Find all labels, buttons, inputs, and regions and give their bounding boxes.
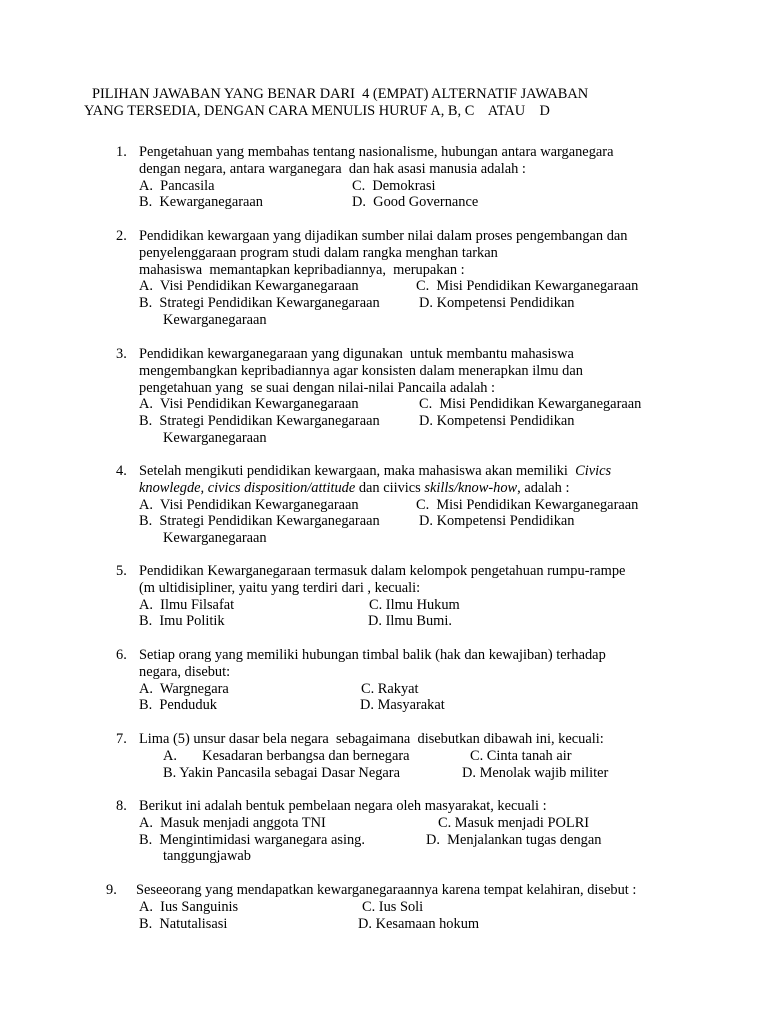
question-text: Berikut ini adalah bentuk pembelaan negara oleh masyarakat, kecuali : xyxy=(139,798,547,814)
option-b: B. Mengintimidasi warganegara asing. xyxy=(139,831,365,848)
option-c: C. Demokrasi xyxy=(352,177,436,194)
question-text: dengan negara, antara warganegara dan hak asasi manusia adalah : xyxy=(139,160,526,177)
question-3 xyxy=(116,346,686,447)
option-b: B. Strategi Pendidikan Kewarganegaraan xyxy=(139,413,380,430)
option-d: D. Kompetensi Pendidikan xyxy=(419,413,575,430)
option-c: C. Misi Pendidikan Kewarganegaraan xyxy=(416,278,639,295)
option-b: B. Imu Politik xyxy=(139,613,225,630)
question-number: 8. xyxy=(116,798,127,814)
option-b-continuation: Kewarganegaraan xyxy=(163,311,267,328)
question-number: 9. xyxy=(106,882,117,898)
question-text: pengetahuan yang se suai dengan nilai-nilai Pancaila adalah : xyxy=(139,379,496,396)
option-a: A. Wargnegara xyxy=(139,680,229,697)
option-d: D. Menolak wajib militer xyxy=(462,764,609,781)
question-1 xyxy=(116,144,686,211)
question-text: penyelenggaraan program studi dalam rangka menghan tarkan xyxy=(139,244,498,261)
question-4 xyxy=(116,463,686,547)
question-2 xyxy=(116,228,686,329)
option-a: A. Visi Pendidikan Kewarganegaraan xyxy=(139,278,359,295)
question-number: 4. xyxy=(116,463,127,479)
option-a: A. Visi Pendidikan Kewarganegaraan xyxy=(139,396,359,413)
option-a: A. Masuk menjadi anggota TNI xyxy=(139,814,326,831)
option-d: D. Menjalankan tugas dengan xyxy=(426,831,602,848)
question-number: 6. xyxy=(116,647,127,663)
option-c: C. Cinta tanah air xyxy=(470,747,572,764)
option-b: B. Strategi Pendidikan Kewarganegaraan xyxy=(139,295,380,312)
question-text: Lima (5) unsur dasar bela negara sebagaimana disebutkan dibawah ini, kecuali: xyxy=(139,731,604,747)
question-text: Pendidikan kewargaan yang dijadikan sumber nilai dalam proses pengembangan dan xyxy=(139,228,628,244)
option-d: D. Ilmu Bumi. xyxy=(368,613,452,630)
option-b-continuation: Kewarganegaraan xyxy=(163,429,267,446)
option-c: C. Misi Pendidikan Kewarganegaraan xyxy=(419,396,642,413)
question-text: (m ultidisipliner, yaitu yang terdiri dari , kecuali: xyxy=(139,579,421,596)
option-d: D. Kesamaan hokum xyxy=(358,915,480,932)
question-text: Pendidikan kewarganegaraan yang digunakan untuk membantu mahasiswa xyxy=(139,346,574,362)
question-number: 3. xyxy=(116,346,127,362)
instructions-line-2: YANG TERSEDIA, DENGAN CARA MENULIS HURUF A, B, C ATAU D xyxy=(84,102,550,119)
option-a: A. Visi Pendidikan Kewarganegaraan xyxy=(139,496,359,513)
question-text: knowlegde, civics disposition/attitude dan ciivics skills/know-how, adalah : xyxy=(139,479,570,496)
option-b: B. Penduduk xyxy=(139,697,217,714)
option-c: C. Misi Pendidikan Kewarganegaraan xyxy=(416,496,639,513)
option-b: B. Strategi Pendidikan Kewarganegaraan xyxy=(139,513,380,530)
question-text: Pendidikan Kewarganegaraan termasuk dalam kelompok pengetahuan rumpu-rampe xyxy=(139,563,626,579)
question-6 xyxy=(116,647,686,714)
question-number: 1. xyxy=(116,144,127,160)
option-d: D. Good Governance xyxy=(352,194,479,211)
option-d: D. Kompetensi Pendidikan xyxy=(419,513,575,530)
question-8 xyxy=(116,798,686,865)
option-b-continuation: Kewarganegaraan xyxy=(163,530,267,547)
option-b: B. Natutalisasi xyxy=(139,915,228,932)
question-text: Setiap orang yang memiliki hubungan timbal balik (hak dan kewajiban) terhadap xyxy=(139,647,606,663)
option-b: B. Yakin Pancasila sebagai Dasar Negara xyxy=(163,764,400,781)
instructions-line-1: PILIHAN JAWABAN YANG BENAR DARI 4 (EMPAT) ALTERNATIF JAWABAN xyxy=(92,86,589,102)
question-text: Seseeorang yang mendapatkan kewarganegaraannya karena tempat kelahiran, disebut : xyxy=(136,882,637,898)
question-text: Pengetahuan yang membahas tentang nasionalisme, hubungan antara warganegara xyxy=(139,144,614,160)
question-text: mengembangkan kepribadiannya agar konsisten dalam menerapkan ilmu dan xyxy=(139,362,583,379)
question-5 xyxy=(116,563,686,630)
option-c: C. Rakyat xyxy=(361,680,419,697)
question-text: mahasiswa memantapkan kepribadiannya, merupakan : xyxy=(139,261,465,278)
question-9 xyxy=(106,882,676,932)
question-number: 7. xyxy=(116,731,127,747)
option-a: A. Kesadaran berbangsa dan bernegara xyxy=(163,747,410,764)
option-a: A. Pancasila xyxy=(139,177,215,194)
question-text: negara, disebut: xyxy=(139,663,231,680)
question-7 xyxy=(116,731,686,781)
option-a: A. Ilmu Filsafat xyxy=(139,596,235,613)
question-text: Setelah mengikuti pendidikan kewargaan, maka mahasiswa akan memiliki Civics xyxy=(139,463,612,479)
option-c: C. Ilmu Hukum xyxy=(369,596,460,613)
instructions-header xyxy=(84,86,732,120)
option-b-continuation: tanggungjawab xyxy=(163,848,251,865)
option-c: C. Ius Soli xyxy=(362,898,424,915)
question-number: 2. xyxy=(116,228,127,244)
option-c: C. Masuk menjadi POLRI xyxy=(438,814,590,831)
option-d: D. Kompetensi Pendidikan xyxy=(419,295,575,312)
question-number: 5. xyxy=(116,563,127,579)
option-a: A. Ius Sanguinis xyxy=(139,898,239,915)
option-b: B. Kewarganegaraan xyxy=(139,194,263,211)
option-d: D. Masyarakat xyxy=(360,697,445,714)
